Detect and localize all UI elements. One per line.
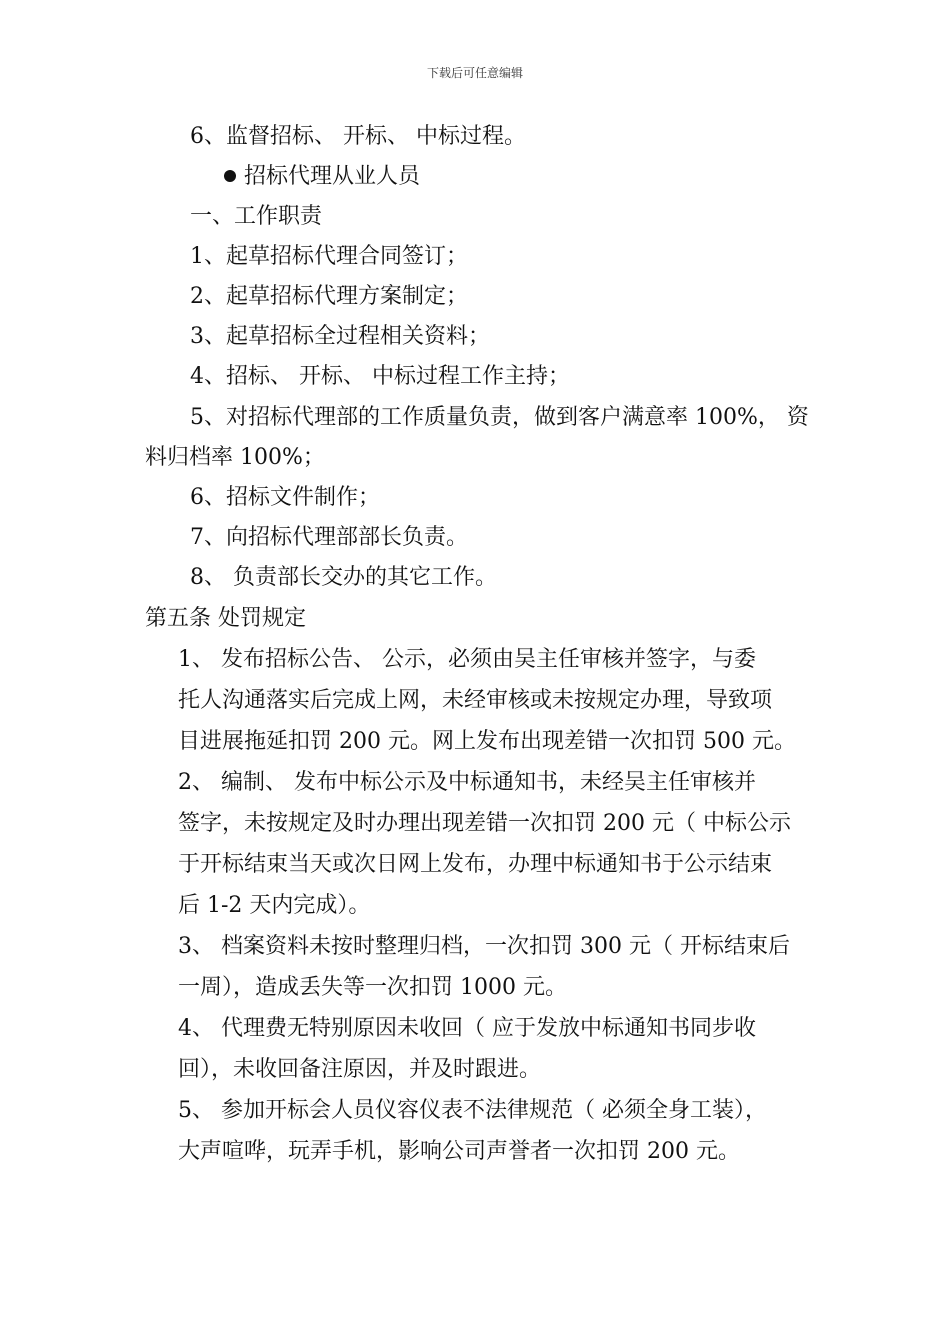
text-line: 签字，未按规定及时办理出现差错一次扣罚 200 元（ 中标公示 — [178, 811, 791, 836]
text-line: 7、向招标代理部部长负责。 — [190, 525, 468, 550]
article-heading: 第五条 处罚规定 — [145, 606, 306, 631]
bullet-item-text: 招标代理从业人员 — [244, 164, 421, 189]
text-line: 3、 档案资料未按时整理归档，一次扣罚 300 元（ 开标结束后 — [178, 934, 790, 959]
text-line: 1、起草招标代理合同签订； — [190, 244, 468, 269]
text-line: 回），未收回备注原因，并及时跟进。 — [178, 1057, 542, 1082]
text-line: 3、起草招标全过程相关资料； — [190, 324, 490, 349]
text-line: 5、对招标代理部的工作质量负责，做到客户满意率 100%， 资 — [190, 405, 809, 430]
text-line: 4、招标、 开标、 中标过程工作主持； — [190, 364, 570, 389]
text-line: 托人沟通落实后完成上网，未经审核或未按规定办理，导致项 — [178, 688, 773, 713]
text-line: 目进展拖延扣罚 200 元。网上发布出现差错一次扣罚 500 元。 — [178, 729, 796, 754]
text-line: 于开标结束当天或次日网上发布，办理中标通知书于公示结束 — [178, 852, 773, 877]
text-line: 料归档率 100%； — [145, 445, 325, 470]
text-line: 8、 负责部长交办的其它工作。 — [190, 565, 497, 590]
text-line: 后 1-2 天内完成）。 — [178, 893, 371, 918]
text-line: 6、招标文件制作； — [190, 485, 380, 510]
text-line: 5、 参加开标会人员仪容仪表不法律规范（ 必须全身工装）， — [178, 1098, 767, 1123]
text-line: 6、监督招标、 开标、 中标过程。 — [190, 124, 526, 149]
bullet-item — [224, 157, 420, 197]
page-header: 下载后可任意编辑 — [426, 66, 523, 80]
section-heading: 一、工作职责 — [190, 204, 323, 229]
text-line: 4、 代理费无特别原因未收回（ 应于发放中标通知书同步收 — [178, 1016, 756, 1041]
text-line: 2、 编制、 发布中标公示及中标通知书，未经吴主任审核并 — [178, 770, 756, 795]
text-line: 大声喧哗，玩弄手机，影响公司声誉者一次扣罚 200 元。 — [178, 1139, 740, 1164]
text-line: 1、 发布招标公告、 公示，必须由吴主任审核并签字，与委 — [178, 647, 756, 672]
text-line: 一周），造成丢失等一次扣罚 1000 元。 — [178, 975, 567, 1000]
text-line: 2、起草招标代理方案制定； — [190, 284, 468, 309]
bullet-icon — [224, 170, 236, 182]
